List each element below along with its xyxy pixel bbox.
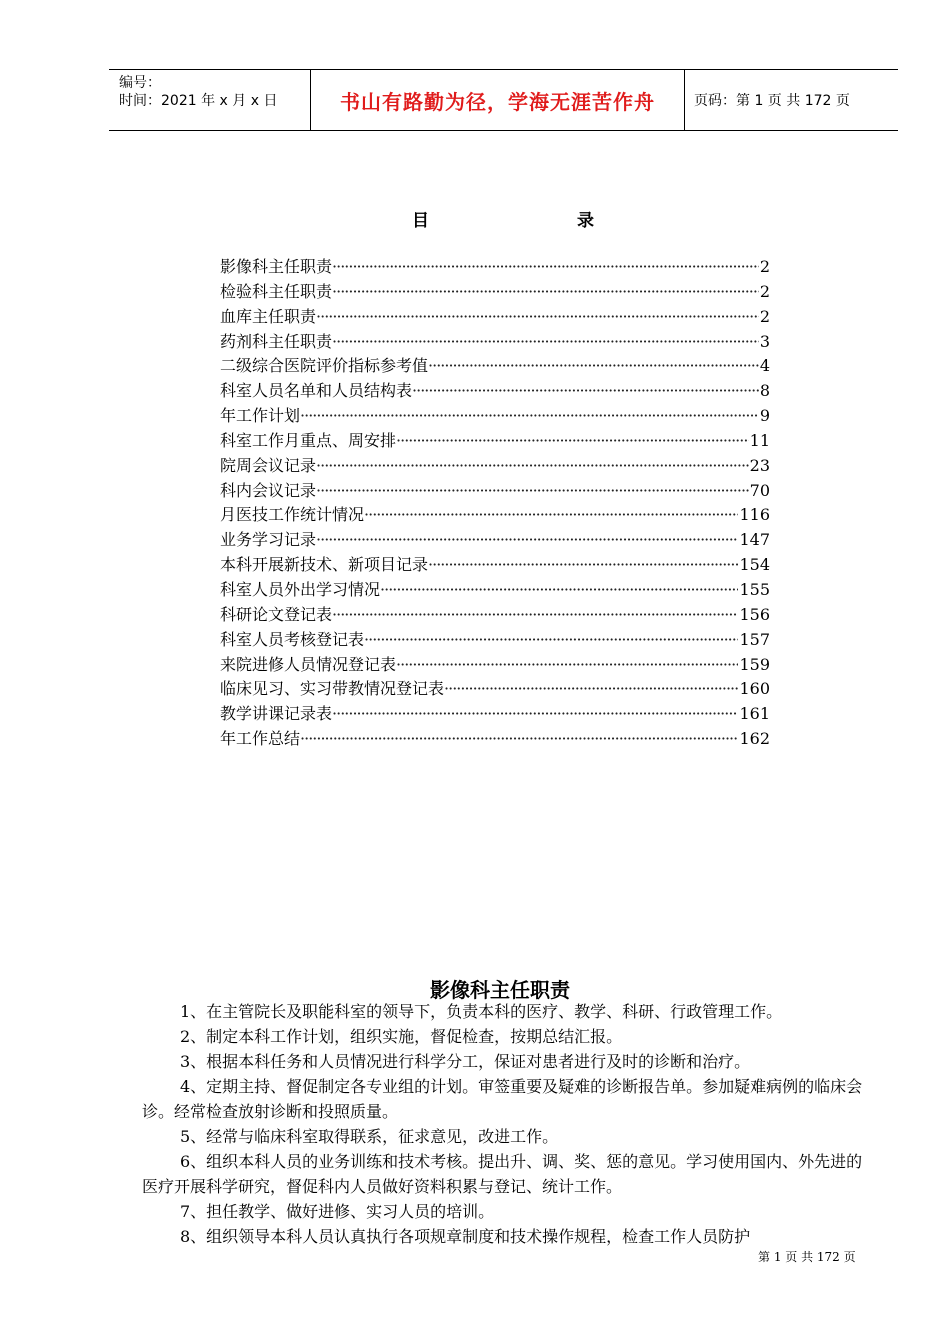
- toc-entry-page: 11: [749, 430, 770, 450]
- toc-entry-page: 116: [739, 505, 770, 525]
- toc-entry-title: 本科开展新技术、新项目记录: [220, 555, 429, 575]
- toc-entry-title: 药剂科主任职责: [220, 331, 333, 351]
- toc-entry[interactable]: [220, 454, 770, 479]
- header-page-label: 页码：第 1 页 共 172 页: [694, 93, 850, 109]
- toc-entry[interactable]: [220, 379, 770, 404]
- toc-entry[interactable]: [220, 528, 770, 553]
- header-motto-cell: [310, 70, 685, 130]
- toc-leader-dots: [316, 528, 738, 553]
- duty-paragraph: 4、定期主持、督促制定各专业组的计划。审签重要及疑难的诊断报告单。参加疑难病例的临床会诊。经常检查放射诊断和投照质量。: [142, 1077, 863, 1121]
- toc-entry-title: 检验科主任职责: [220, 281, 333, 301]
- toc-entry[interactable]: [220, 479, 770, 504]
- toc-entry-title: 业务学习记录: [220, 530, 317, 550]
- duty-paragraph: 6、组织本科人员的业务训练和技术考核。提出升、调、奖、惩的意见。学习使用国内、外先进的医疗开展科学研究，督促科内人员做好资料积累与登记、统计工作。: [142, 1152, 863, 1196]
- toc-entry-title: 月医技工作统计情况: [220, 505, 365, 525]
- toc-entry-title: 科内会议记录: [220, 480, 317, 500]
- toc-entry-page: 3: [759, 331, 770, 351]
- toc-entry-title: 影像科主任职责: [220, 257, 333, 276]
- toc-entry[interactable]: [220, 503, 770, 528]
- toc-entry[interactable]: [220, 628, 770, 653]
- toc-leader-dots: [316, 305, 759, 330]
- toc-entry-page: 2: [759, 306, 770, 326]
- duty-paragraph: 5、经常与临床科室取得联系，征求意见，改进工作。: [180, 1127, 559, 1146]
- duty-paragraph: 8、组织领导本科人员认真执行各项规章制度和技术操作规程，检查工作人员防护: [180, 1227, 751, 1246]
- toc-entry-title: 血库主任职责: [220, 306, 317, 326]
- toc-entry-page: 147: [739, 530, 770, 550]
- toc-entry-page: 162: [739, 729, 770, 749]
- code-label: 编号：: [119, 75, 161, 91]
- toc-leader-dots: [428, 354, 759, 379]
- toc-leader-dots: [428, 553, 738, 578]
- toc-entry-title: 科研论文登记表: [220, 604, 333, 624]
- duty-paragraph: 7、担任教学、做好进修、实习人员的培训。: [180, 1202, 495, 1221]
- toc-entry-page: 23: [749, 455, 770, 475]
- toc-entry-page: 155: [739, 579, 770, 599]
- toc-entry[interactable]: [220, 429, 770, 454]
- toc-entry[interactable]: [220, 330, 770, 355]
- toc-entry-title: 科室工作月重点、周安排: [220, 430, 397, 450]
- toc-leader-dots: [364, 503, 738, 528]
- toc-entry-page: 70: [749, 480, 770, 500]
- toc-entry-page: 9: [759, 406, 770, 426]
- toc-leader-dots: [316, 454, 749, 479]
- toc-leader-dots: [444, 677, 738, 702]
- date-label: 时间：2021 年 x 月 x 日: [119, 93, 278, 109]
- toc-leader-dots: [332, 330, 759, 355]
- toc-leader-dots: [300, 404, 759, 429]
- duty-paragraph: 1、在主管院长及职能科室的领导下，负责本科的医疗、教学、科研、行政管理工作。: [180, 1002, 783, 1021]
- toc-title-left: 目: [412, 211, 429, 231]
- toc-list: [220, 255, 770, 752]
- toc-leader-dots: [332, 702, 738, 727]
- toc-entry-page: 2: [759, 257, 770, 276]
- header-meta-cell: [109, 70, 310, 130]
- toc-entry-page: 160: [739, 679, 770, 699]
- toc-entry[interactable]: [220, 305, 770, 330]
- toc-entry[interactable]: [220, 404, 770, 429]
- toc-entry-title: 科室人员外出学习情况: [220, 579, 381, 599]
- toc-leader-dots: [380, 578, 738, 603]
- duty-paragraph: 3、根据本科任务和人员情况进行科学分工，保证对患者进行及时的诊断和治疗。: [180, 1052, 751, 1071]
- toc-entry[interactable]: [220, 653, 770, 678]
- header-page-cell: [684, 70, 898, 130]
- document-header: [109, 69, 898, 131]
- toc-entry[interactable]: [220, 354, 770, 379]
- toc-entry-page: 2: [759, 281, 770, 301]
- toc-title-right: 录: [577, 211, 594, 231]
- toc-entry[interactable]: [220, 553, 770, 578]
- toc-entry[interactable]: [220, 702, 770, 727]
- toc-entry-title: 科室人员考核登记表: [220, 629, 365, 649]
- toc-leader-dots: [412, 379, 759, 404]
- toc-entry[interactable]: [220, 280, 770, 305]
- toc-leader-dots: [396, 653, 738, 678]
- toc-leader-dots: [300, 727, 738, 752]
- toc-entry-title: 年工作计划: [220, 406, 301, 426]
- toc-entry-page: 154: [739, 555, 770, 575]
- toc-entry-title: 年工作总结: [220, 729, 301, 749]
- toc-leader-dots: [332, 280, 759, 305]
- toc-entry-title: 教学讲课记录表: [220, 704, 333, 724]
- motto-text: 书山有路勤为径，学海无涯苦作舟: [340, 89, 655, 114]
- toc-entry-title: 二级综合医院评价指标参考值: [220, 356, 429, 376]
- toc-entry-page: 157: [739, 629, 770, 649]
- toc-entry-page: 8: [759, 381, 770, 401]
- toc-entry[interactable]: [220, 727, 770, 752]
- toc-leader-dots: [364, 628, 738, 653]
- toc-entry-title: 科室人员名单和人员结构表: [220, 381, 413, 401]
- toc-entry-page: 156: [739, 604, 770, 624]
- toc-entry[interactable]: [220, 603, 770, 628]
- toc-entry-title: 临床见习、实习带教情况登记表: [220, 679, 445, 699]
- toc-entry[interactable]: [220, 677, 770, 702]
- toc-leader-dots: [396, 429, 749, 454]
- toc-leader-dots: [316, 479, 749, 504]
- toc-entry[interactable]: [220, 578, 770, 603]
- toc-entry-title: 院周会议记录: [220, 455, 317, 475]
- toc-leader-dots: [332, 255, 759, 280]
- section-title: 影像科主任职责: [430, 978, 570, 1002]
- toc-entry-title: 来院进修人员情况登记表: [220, 654, 397, 674]
- toc-entry-page: 159: [739, 654, 770, 674]
- toc-entry[interactable]: [220, 255, 770, 280]
- toc-leader-dots: [332, 603, 738, 628]
- page-footer: 第 1 页 共 172 页: [758, 1250, 856, 1264]
- toc-entry-page: 4: [759, 356, 770, 376]
- toc-entry-page: 161: [739, 704, 770, 724]
- duty-paragraph: 2、制定本科工作计划，组织实施，督促检查，按期总结汇报。: [180, 1027, 623, 1046]
